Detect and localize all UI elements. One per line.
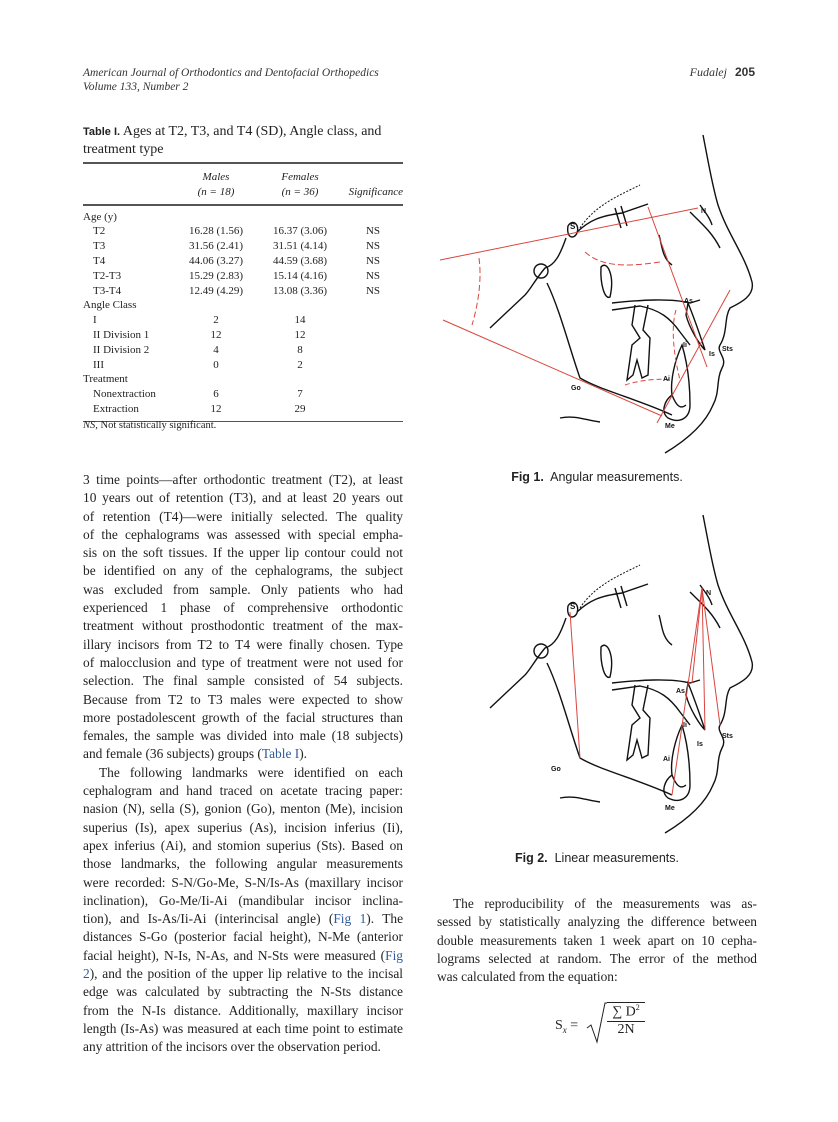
text-line: of retention (T4)—were initially selected. The quality <box>83 508 403 524</box>
square-root-icon <box>585 1002 607 1044</box>
row-label: III <box>93 358 104 371</box>
females-cell: 29 <box>257 402 343 421</box>
figure-1-caption: Fig 1. Angular measurements. <box>511 470 683 484</box>
significance-cell: NS <box>365 269 381 282</box>
landmark-is: Is <box>709 351 715 358</box>
table-label: Table I. <box>83 126 121 138</box>
males-cell: 12.49 (4.29) <box>188 284 244 297</box>
males-cell: 12 <box>175 402 257 421</box>
row-label: Angle Class <box>83 299 137 312</box>
males-cell: 44.06 (3.27) <box>188 254 244 267</box>
text-line: Because from T2 to T3 males were expected to show <box>83 691 403 707</box>
females-cell: 44.59 (3.68) <box>272 254 328 267</box>
landmark-sts: Sts <box>722 733 733 740</box>
figure-2-landmark-labels <box>551 590 733 812</box>
row-label: I <box>93 314 97 327</box>
row-label: T2-T3 <box>93 269 122 282</box>
text-line: inclination), Go-Me/Ii-Ai (mandibular incisor inclina- <box>83 892 403 908</box>
text-line: were recorded: S-N/Go-Me, S-N/Is-As (maxillary incisor <box>83 874 403 890</box>
row-label: Treatment <box>83 373 128 386</box>
text-line: illary incisors from T2 to T4 were finally chosen. Type <box>83 636 403 652</box>
header-significance: Significance <box>343 163 403 205</box>
landmark-ii: Ii <box>683 722 687 729</box>
equation-denominator: 2N <box>617 1021 635 1037</box>
landmark-s: S <box>570 222 576 231</box>
text-line: 10 years out of retention (T3), and at least 20 years out <box>83 490 403 506</box>
females-cell: 8 <box>297 343 303 356</box>
text-line: any attrition of the incisors over the observation period. <box>83 1039 381 1055</box>
text-line: distances S-Go (posterior facial height), N-Me (anterior <box>83 929 403 945</box>
text-line: from the N-Is distance. Additionally, maxillary incisor <box>83 1002 403 1018</box>
females-cell: 7 <box>297 388 303 401</box>
body-text-right <box>437 895 757 986</box>
landmark-me: Me <box>665 805 675 812</box>
text-line: sessed by statistically analyzing the difference between <box>437 914 757 930</box>
landmark-as: As <box>676 688 685 695</box>
row-label: Extraction <box>83 402 175 421</box>
text-line: was excluded from sample. Only patients who had <box>83 581 403 597</box>
males-cell: 0 <box>213 358 219 371</box>
females-cell: 15.14 (4.16) <box>272 269 328 282</box>
significance-cell: NS <box>365 284 381 297</box>
journal-volume: Volume 133, Number 2 <box>83 81 189 93</box>
figure-2-drawing <box>490 515 752 833</box>
landmark-go: Go <box>551 766 561 773</box>
text-line: lograms selected at random. The error of the method <box>437 950 757 966</box>
figure-1-landmark-labels <box>570 208 733 430</box>
landmark-ai: Ai <box>663 376 670 383</box>
females-cell: 16.37 (3.06) <box>272 225 328 238</box>
text-line: apex inferius (Ai), and stomion superius (Sts). Based on <box>83 837 403 853</box>
page-number: 205 <box>734 65 755 79</box>
text-line: cephalogram and hand traced on acetate tracing paper: <box>83 783 403 799</box>
females-cell: 13.08 (3.36) <box>272 284 328 297</box>
landmark-ai: Ai <box>663 756 670 763</box>
landmark-ii: Ii <box>683 342 687 349</box>
text-line: double measurements taken 1 week apart on 10 cepha- <box>437 932 757 948</box>
landmark-n: N <box>706 590 712 597</box>
text-line: of the cephalograms was assessed with special empha- <box>83 526 403 542</box>
males-cell: 6 <box>213 388 219 401</box>
significance-cell: NS <box>365 240 381 253</box>
landmark-is: Is <box>697 741 703 748</box>
text-line: superius (Is), apex superius (As), incision inferius (Ii), <box>83 819 403 835</box>
females-cell: 2 <box>297 358 303 371</box>
text-line: those landmarks, the following angular measurements <box>83 856 403 872</box>
significance-cell: NS <box>365 225 381 238</box>
row-label: Nonextraction <box>93 388 156 401</box>
landmark-n: N <box>701 208 707 215</box>
text-line: be identified on any of the cephalograms, the subject <box>83 563 403 579</box>
males-cell: 2 <box>213 314 219 327</box>
text-line: 2), and the position of the upper lip relative to the incisal <box>83 966 403 982</box>
males-cell: 4 <box>213 343 219 356</box>
row-label: II Division 2 <box>93 343 150 356</box>
text-line: treatment without prosthodontic treatment of the max- <box>83 618 403 634</box>
row-label: T2 <box>93 225 106 238</box>
journal-name: American Journal of Orthodontics and Dentofacial Orthopedics <box>83 67 379 79</box>
landmark-as: As <box>684 298 693 305</box>
header-females: Females (n = 36) <box>257 163 343 205</box>
significance-cell: NS <box>365 254 381 267</box>
text-line: and female (36 subjects) groups (Table I). <box>83 746 308 762</box>
text-line: nasion (N), sella (S), gonion (Go), menton (Me), incision <box>83 801 403 817</box>
text-line: of malocclusion and type of treatment were not used for <box>83 654 403 670</box>
text-line: experienced 1 phase of comprehensive orthodontic <box>83 600 403 616</box>
figure-2-caption: Fig 2. Linear measurements. <box>515 851 679 865</box>
text-line: The following landmarks were identified on each <box>99 764 403 780</box>
males-cell: 15.29 (2.83) <box>188 269 244 282</box>
table-footnote: NS, Not statistically significant. <box>83 420 217 431</box>
text-line: tion), and Is-As/Ii-Ai (interincisal angle) (Fig 1). The <box>83 911 404 927</box>
landmark-s: S <box>570 602 576 611</box>
females-cell: 12 <box>294 328 306 341</box>
landmark-go: Go <box>571 385 581 392</box>
females-cell: 31.51 (4.14) <box>272 240 328 253</box>
males-cell: 12 <box>210 328 222 341</box>
text-line: facial height), N-Is, N-As, and N-Sts were measured (Fig <box>83 947 403 963</box>
landmark-me: Me <box>665 423 675 430</box>
males-cell: 16.28 (1.56) <box>188 225 244 238</box>
landmark-sts: Sts <box>722 346 733 353</box>
row-label: II Division 1 <box>93 328 150 341</box>
equation-numerator: ∑ $D^2$ <box>607 1003 645 1022</box>
table-title: Ages at T2, T3, and T4 (SD), Angle class, and treatment type <box>83 124 382 157</box>
row-label: T4 <box>93 254 106 267</box>
text-line: edge was calculated by subtracting the N-Sts distance <box>83 984 403 1000</box>
text-line: 3 time points—after orthodontic treatment (T2), at least <box>83 472 403 487</box>
text-line: length (Is-As) was measured at each time point to estimate <box>83 1020 403 1036</box>
author-name: Fudalej <box>689 65 727 79</box>
text-line: sis on the soft tissues. If the upper lip contour could not <box>83 545 403 561</box>
row-label: T3 <box>93 240 106 253</box>
figure-1-drawing <box>440 135 752 453</box>
text-line: females, the sample was divided into male (18 subjects) <box>83 728 403 744</box>
text-line: was calculated from the equation: <box>437 969 618 985</box>
header-males: Males (n = 18) <box>175 163 257 205</box>
text-line: more postadolescent growth of the facial structures than <box>83 709 403 725</box>
females-cell: 14 <box>294 314 306 327</box>
text-line: The reproducibility of the measurements was as- <box>453 896 757 911</box>
row-label: Age (y) <box>83 210 117 223</box>
row-label: T3-T4 <box>93 284 122 297</box>
text-line: selection. The final sample consisted of 54 subjects. <box>83 673 403 689</box>
males-cell: 31.56 (2.41) <box>188 240 244 253</box>
